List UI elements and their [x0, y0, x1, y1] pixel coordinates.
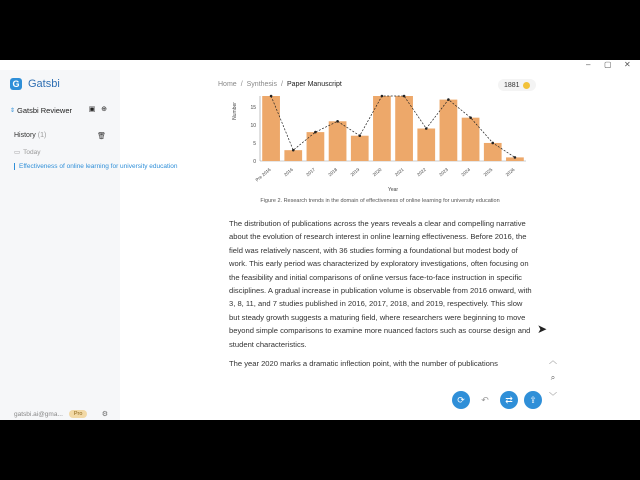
history-label: History [14, 132, 36, 139]
y-tick-label: 10 [250, 122, 256, 129]
calendar-icon: ▭ [14, 149, 21, 156]
scroll-up-icon[interactable]: ︿ [549, 356, 557, 365]
x-tick-label: 2022 [416, 166, 427, 178]
bar-2025 [484, 143, 502, 161]
undo-button[interactable]: ↶ [481, 395, 489, 405]
breadcrumb-separator: / [240, 81, 243, 88]
action-toolbar [452, 391, 542, 409]
history-header [14, 132, 106, 140]
trend-point-2023 [447, 98, 450, 101]
credits-badge [498, 79, 536, 91]
x-tick-label: 2024 [460, 166, 472, 178]
x-tick-label: 2025 [482, 166, 494, 178]
y-axis-title: Number [232, 102, 238, 120]
bar-2022 [417, 129, 435, 162]
scroll-controls [547, 355, 559, 409]
trend-point-2025 [491, 142, 494, 145]
x-tick-label: 2026 [504, 166, 516, 178]
x-tick-label: 2021 [393, 166, 405, 178]
settings-icon[interactable]: ⚙ [101, 411, 108, 418]
credits-value: 1881 [504, 81, 520, 89]
app-logo [10, 78, 60, 90]
trend-point-2018 [336, 120, 339, 123]
app-name: Gatsbi [28, 78, 60, 90]
x-tick-label: 2018 [327, 166, 339, 178]
bar-2023 [440, 100, 458, 161]
x-axis-title: Year [387, 187, 399, 193]
breadcrumb-home[interactable]: Home [218, 81, 237, 88]
agent-selector[interactable] [10, 103, 108, 117]
trend-point-2024 [469, 116, 472, 119]
chart-svg [230, 96, 530, 198]
trend-point-2019 [358, 134, 361, 137]
logo-icon: G [10, 78, 22, 90]
account-email: gatsbi.ai@gma... [14, 410, 63, 418]
account-row[interactable] [14, 410, 108, 418]
zoom-icon[interactable]: ⌕ [550, 373, 556, 382]
trend-point-2017 [314, 131, 317, 134]
x-tick-label: 2016 [283, 166, 294, 178]
close-button[interactable]: ✕ [624, 60, 631, 69]
x-tick-label: 2020 [371, 166, 383, 178]
bar-2021 [395, 96, 413, 161]
x-tick-label: 2019 [349, 166, 361, 178]
plan-badge: Pro [69, 410, 88, 418]
bar-Pre 2016 [262, 96, 280, 161]
x-tick-label: 2017 [305, 166, 317, 178]
minimize-button[interactable]: – [586, 60, 591, 69]
breadcrumb-synthesis[interactable]: Synthesis [246, 81, 277, 88]
app-window [0, 60, 640, 420]
bar-2024 [462, 118, 480, 161]
sidebar [0, 70, 178, 420]
bar-2018 [329, 121, 347, 161]
today-label: Today [23, 148, 41, 156]
trash-icon[interactable]: 🗑 [97, 133, 106, 140]
breadcrumb [218, 81, 342, 88]
document-icon[interactable]: ▣ [88, 106, 96, 113]
bar-2017 [307, 132, 325, 161]
sort-icon: ⇕ [10, 108, 16, 114]
mouse-cursor: ➤ [537, 322, 548, 336]
x-tick-label: 2023 [438, 166, 450, 178]
refresh-button[interactable]: ⟳ [452, 391, 470, 409]
body-paragraph: The distribution of publications across the years reveals a clear and compelling narrative about the evolution of research interest in online learning effectiveness. Before 2016, the field was relatively nascent, with 36 studies forming a foundational but modest body of work. This early period was characterized by exploratory investigations, often focusing on the feasibility and initial comparisons of online versus face-to-face instruction in specific disciplines. A gradual increase in publication volume is observable from 2016 onward, with 3, 8, 11, and 7 studies published in 2016, 2017, 2018, and 2019, respectively. This slow but steady growth suggests a maturing field, where researchers were beginning to move beyond simple comparisons to examine more nuanced factors such as course design and student characteristics. [229, 219, 532, 349]
trend-point-2016 [292, 149, 295, 152]
title-bar [0, 60, 640, 70]
share-button[interactable]: ⇄ [500, 391, 518, 409]
maximize-button[interactable]: ▢ [604, 60, 612, 69]
history-item[interactable]: Effectiveness of online learning for university education [14, 163, 110, 170]
body-paragraph: The year 2020 marks a dramatic inflection point, with the number of publications [229, 359, 498, 368]
coin-icon [523, 82, 530, 89]
manuscript-content [120, 98, 640, 388]
breadcrumb-separator: / [281, 81, 283, 88]
today-group [14, 148, 41, 156]
agent-label: Gatsbi Reviewer [17, 105, 73, 115]
bar-2016 [284, 150, 302, 161]
new-chat-icon[interactable]: ⊕ [101, 106, 107, 113]
x-tick-label: Pre 2016 [254, 166, 272, 183]
scroll-down-icon[interactable]: ﹀ [549, 392, 557, 401]
bar-2019 [351, 136, 369, 161]
trend-point-2026 [514, 156, 517, 159]
trend-point-Pre 2016 [270, 95, 273, 98]
bar-2020 [373, 96, 391, 161]
y-tick-label: 0 [253, 159, 256, 165]
trend-point-2021 [403, 95, 406, 98]
figure-caption: Figure 2. Research trends in the domain of effectiveness of online learning for university education [260, 198, 500, 204]
trend-point-2020 [381, 95, 384, 98]
y-tick-label: 5 [253, 140, 256, 147]
y-tick-label: 15 [250, 104, 256, 111]
trend-chart [230, 96, 530, 198]
export-button[interactable]: ⇪ [524, 391, 542, 409]
history-count: (1) [37, 132, 47, 139]
trend-point-2022 [425, 127, 428, 130]
breadcrumb-current: Paper Manuscript [286, 81, 342, 88]
